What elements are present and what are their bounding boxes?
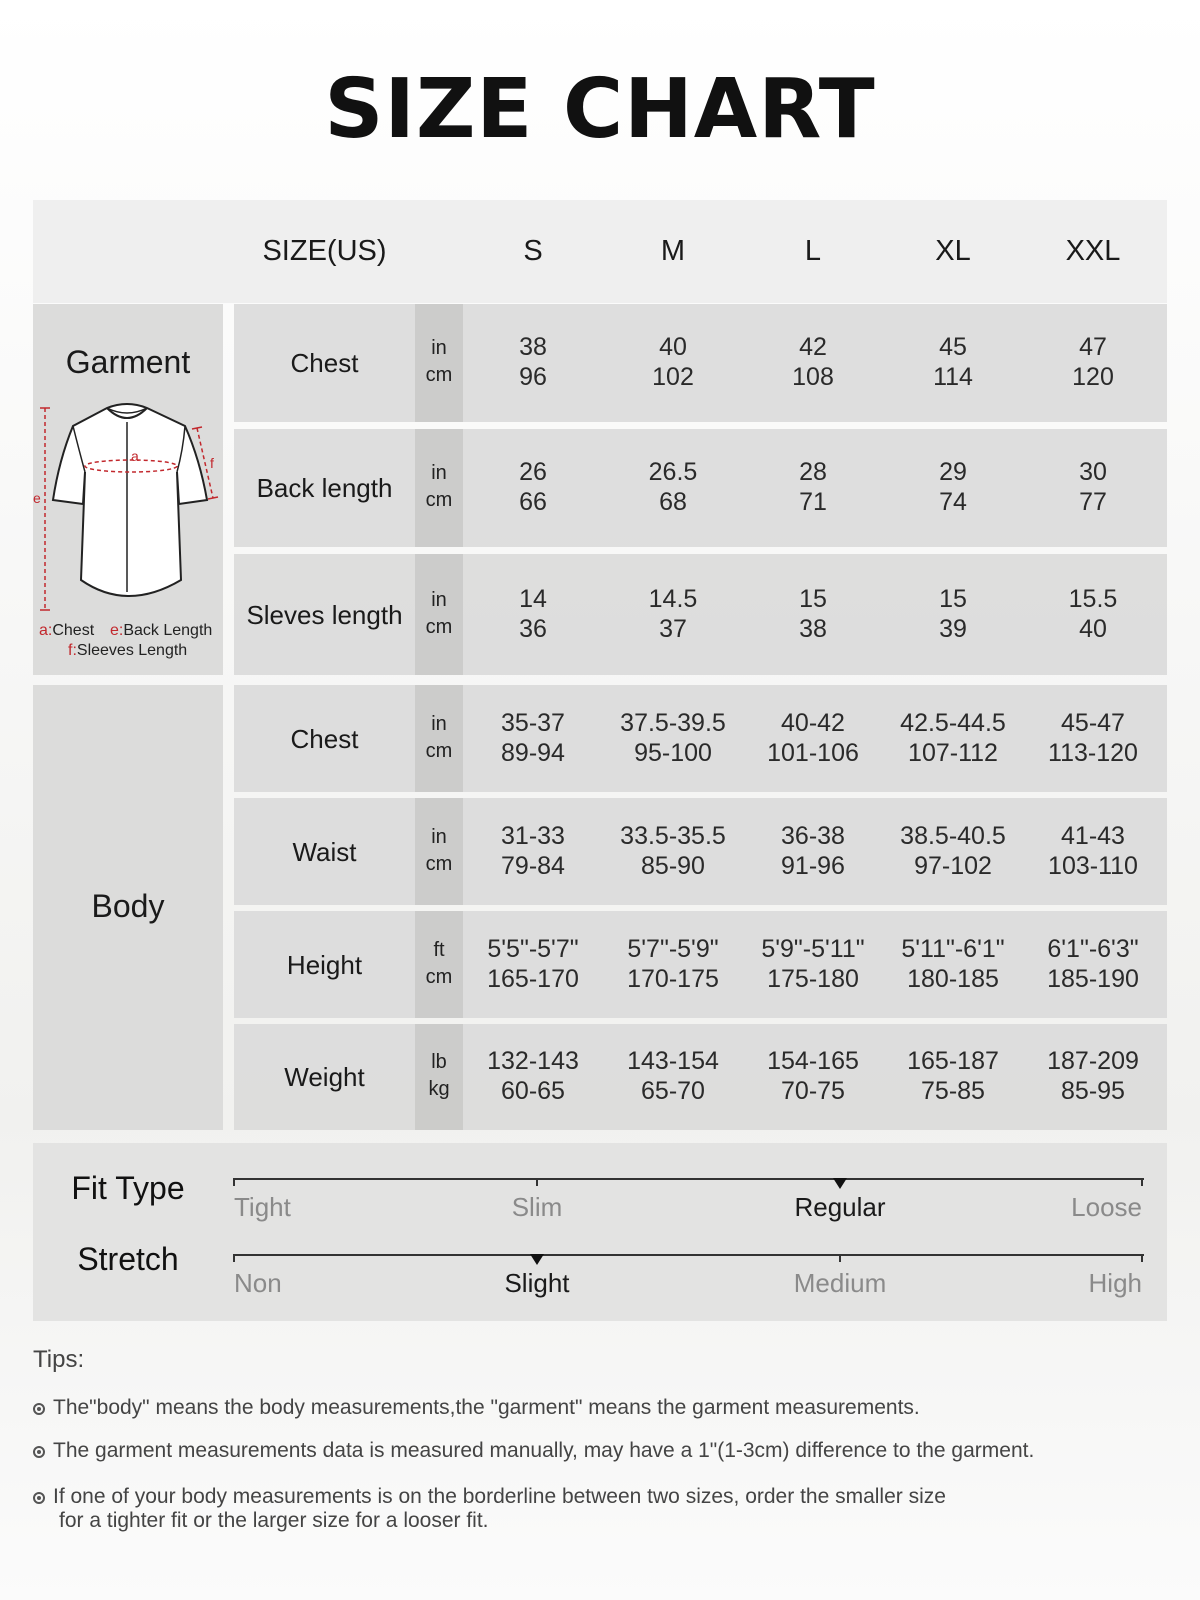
cell-primary-value: 45-47	[1061, 708, 1125, 737]
cell-primary-value: 38.5-40.5	[900, 821, 1006, 850]
cell-primary-value: 30	[1079, 458, 1107, 486]
cell-secondary-value: 39	[939, 614, 967, 643]
tip-text: If one of your body measurements is on the borderline between two sizes, order the smaller size	[53, 1485, 946, 1508]
size-header-l: L	[804, 235, 822, 267]
fit-type-tick	[536, 1178, 538, 1186]
cell-primary-value: 154-165	[767, 1047, 859, 1075]
unit-secondary: cm	[425, 852, 453, 875]
fit-type-scale	[234, 1178, 1144, 1180]
cell-secondary-value: 89-94	[501, 738, 565, 767]
stretch-option: Medium	[793, 1268, 887, 1298]
cell-primary-value: 37.5-39.5	[620, 708, 726, 737]
stretch-tick	[233, 1254, 235, 1262]
unit-secondary: cm	[425, 739, 453, 762]
size-header-m: M	[660, 235, 686, 267]
cell-secondary-value: 180-185	[907, 964, 999, 993]
bullet-icon	[33, 1492, 45, 1504]
unit-primary: ft	[433, 938, 445, 961]
cell-primary-value: 42	[799, 333, 827, 361]
cell-secondary-value: 120	[1072, 363, 1114, 391]
legend-back-text: Back Length	[123, 622, 213, 639]
cell-secondary-value: 74	[939, 488, 967, 516]
jersey-diagram-icon	[35, 400, 221, 614]
legend-back-key: e:	[110, 622, 124, 639]
fit-type-option: Tight	[234, 1192, 291, 1222]
cell-primary-value: 6'1"-6'3"	[1047, 934, 1139, 963]
bullet-icon	[33, 1446, 45, 1458]
fit-type-label: Fit Type	[71, 1170, 185, 1206]
unit-primary: in	[431, 337, 447, 359]
garment-section-label: Garment	[65, 344, 191, 380]
stretch-option: High	[1088, 1268, 1142, 1298]
cell-secondary-value: 108	[792, 363, 834, 391]
unit-primary: lb	[431, 1051, 447, 1073]
row-label: Height	[286, 949, 363, 980]
cell-primary-value: 143-154	[627, 1047, 719, 1075]
cell-secondary-value: 91-96	[781, 851, 845, 880]
tip-item	[33, 1485, 1173, 1533]
cell-secondary-value: 60-65	[501, 1077, 565, 1105]
cell-secondary-value: 113-120	[1048, 738, 1138, 767]
cell-primary-value: 14.5	[648, 584, 698, 613]
cell-secondary-value: 170-175	[627, 964, 719, 993]
row-label: Chest	[290, 348, 359, 378]
cell-primary-value: 40-42	[781, 708, 845, 737]
unit-secondary: cm	[425, 489, 453, 511]
row-label: Back length	[256, 473, 393, 503]
cell-secondary-value: 103-110	[1048, 851, 1138, 880]
unit-primary: in	[431, 588, 447, 611]
cell-primary-value: 28	[799, 458, 827, 486]
stretch-tick	[839, 1254, 841, 1262]
cell-primary-value: 5'9"-5'11"	[761, 934, 865, 963]
cell-primary-value: 15	[939, 584, 967, 613]
size-header-xl: XL	[935, 235, 971, 267]
unit-primary: in	[431, 462, 447, 484]
diagram-letter-a: a	[131, 448, 139, 464]
tip-item	[33, 1439, 1173, 1463]
unit-primary: in	[431, 825, 447, 848]
cell-secondary-value: 37	[659, 614, 687, 643]
row-label: Sleves length	[246, 599, 403, 630]
cell-primary-value: 187-209	[1047, 1047, 1139, 1075]
unit-secondary: cm	[425, 364, 453, 386]
cell-primary-value: 15	[799, 584, 827, 613]
unit-secondary: cm	[425, 615, 453, 638]
legend-sleeves-key: f:	[68, 642, 77, 659]
cell-primary-value: 26.5	[648, 458, 698, 486]
cell-primary-value: 132-143	[487, 1047, 579, 1075]
cell-primary-value: 35-37	[501, 708, 565, 737]
cell-primary-value: 41-43	[1061, 821, 1125, 850]
cell-secondary-value: 66	[519, 488, 547, 516]
cell-primary-value: 42.5-44.5	[900, 708, 1006, 737]
cell-primary-value: 14	[519, 584, 547, 613]
size-header-xxl: XXL	[1065, 235, 1121, 267]
fit-type-option: Loose	[1071, 1192, 1142, 1222]
body-section-label: Body	[91, 888, 165, 924]
cell-secondary-value: 101-106	[767, 738, 859, 767]
cell-secondary-value: 85-90	[641, 851, 705, 880]
cell-secondary-value: 175-180	[767, 964, 859, 993]
cell-secondary-value: 96	[519, 363, 547, 391]
diagram-letter-f: f	[210, 455, 214, 471]
cell-primary-value: 5'7"-5'9"	[627, 934, 719, 963]
stretch-option: Non	[234, 1268, 282, 1298]
tip-text: The"body" means the body measurements,the "garment" means the garment measurements.	[53, 1396, 920, 1419]
cell-primary-value: 26	[519, 458, 547, 486]
fit-type-marker-icon	[833, 1178, 847, 1189]
stretch-scale	[234, 1254, 1144, 1256]
size-header-s: S	[523, 235, 543, 267]
cell-primary-value: 15.5	[1068, 584, 1118, 613]
cell-secondary-value: 165-170	[487, 964, 579, 993]
unit-secondary: kg	[428, 1078, 450, 1100]
cell-primary-value: 5'11"-6'1"	[901, 934, 1005, 963]
cell-primary-value: 36-38	[781, 821, 845, 850]
cell-primary-value: 29	[939, 458, 967, 486]
row-label: Waist	[292, 836, 357, 867]
cell-secondary-value: 79-84	[501, 851, 565, 880]
bullet-icon	[33, 1403, 45, 1415]
stretch-marker-icon	[530, 1254, 544, 1265]
size-us-header: SIZE(US)	[262, 235, 387, 267]
tips-heading: Tips:	[33, 1346, 85, 1373]
cell-secondary-value: 71	[799, 488, 827, 516]
stretch-label: Stretch	[77, 1241, 179, 1277]
cell-secondary-value: 68	[659, 488, 687, 516]
legend-chest	[39, 622, 94, 640]
stretch-tick	[1141, 1254, 1143, 1262]
cell-primary-value: 45	[939, 333, 967, 361]
row-label: Chest	[290, 723, 359, 754]
diagram-letter-e: e	[33, 490, 41, 506]
cell-secondary-value: 75-85	[921, 1077, 985, 1105]
tip-item	[33, 1396, 1173, 1420]
legend-back-length	[110, 622, 212, 640]
cell-secondary-value: 77	[1079, 488, 1107, 516]
unit-secondary: cm	[425, 965, 453, 988]
fit-type-option: Slim	[511, 1192, 563, 1222]
cell-secondary-value: 70-75	[781, 1077, 845, 1105]
legend-sleeves-length	[68, 642, 187, 660]
legend-sleeves-text: Sleeves Length	[76, 642, 188, 659]
cell-secondary-value: 114	[933, 363, 973, 391]
cell-primary-value: 5'5"-5'7"	[487, 934, 579, 963]
cell-secondary-value: 97-102	[914, 851, 992, 880]
stretch-option: Slight	[504, 1268, 570, 1298]
cell-secondary-value: 185-190	[1047, 964, 1139, 993]
tip-text: The garment measurements data is measured manually, may have a 1"(1-3cm) difference to the garment.	[53, 1439, 1035, 1462]
legend-chest-key: a:	[39, 622, 53, 639]
cell-secondary-value: 38	[799, 614, 827, 643]
cell-secondary-value: 40	[1079, 614, 1107, 643]
fit-type-tick	[233, 1178, 235, 1186]
row-label: Weight	[284, 1062, 365, 1092]
cell-primary-value: 31-33	[501, 821, 565, 850]
cell-secondary-value: 102	[652, 363, 694, 391]
unit-primary: in	[431, 712, 447, 735]
legend-chest-text: Chest	[52, 622, 95, 639]
cell-primary-value: 33.5-35.5	[620, 821, 726, 850]
page-title: SIZE CHART	[324, 62, 876, 157]
cell-primary-value: 47	[1079, 333, 1107, 361]
cell-primary-value: 40	[659, 333, 687, 361]
cell-secondary-value: 107-112	[908, 738, 998, 767]
cell-secondary-value: 95-100	[634, 738, 712, 767]
fit-type-tick	[1141, 1178, 1143, 1186]
cell-secondary-value: 85-95	[1061, 1077, 1125, 1105]
fit-type-option: Regular	[794, 1192, 886, 1222]
tip-text-continued: for a tighter fit or the larger size for a looser fit.	[59, 1509, 489, 1532]
cell-secondary-value: 36	[519, 614, 547, 643]
cell-secondary-value: 65-70	[641, 1077, 705, 1105]
cell-primary-value: 38	[519, 333, 547, 361]
cell-primary-value: 165-187	[907, 1047, 999, 1075]
